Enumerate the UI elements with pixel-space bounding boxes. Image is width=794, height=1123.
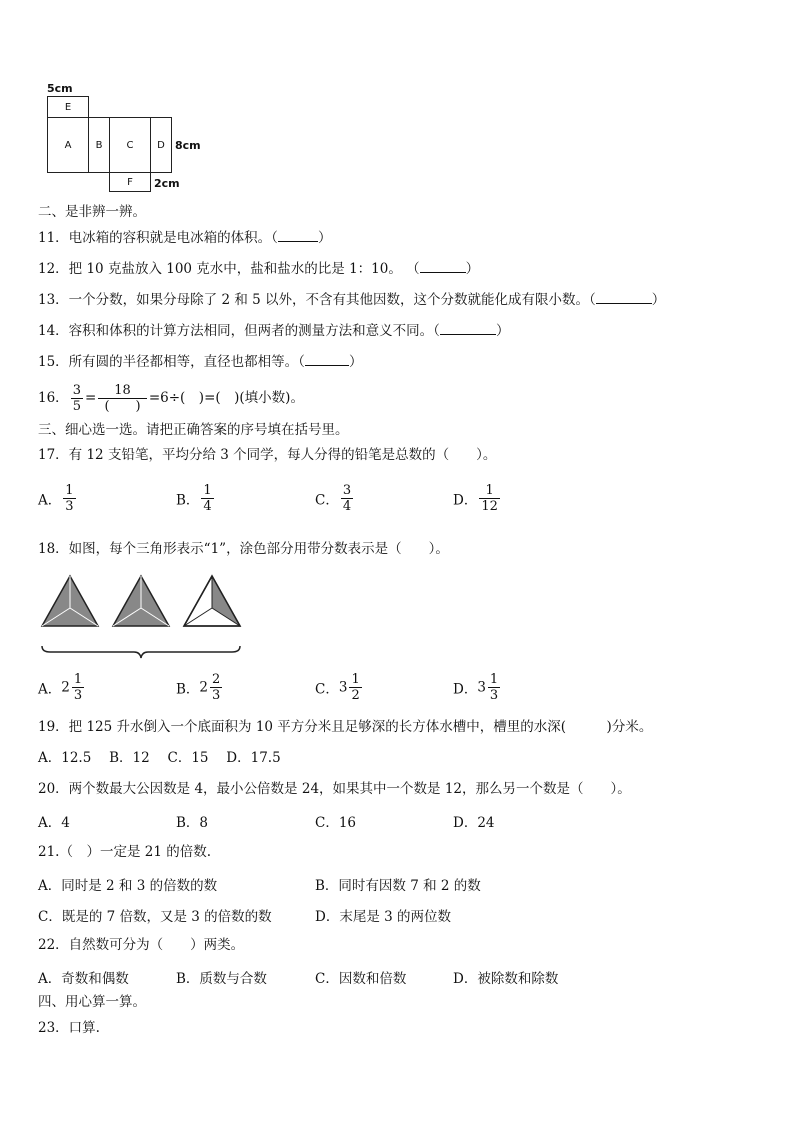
q22-option-a[interactable]: A．奇数和偶数: [38, 971, 129, 987]
face-d: D: [150, 117, 172, 173]
q21-option-c[interactable]: C．既是的 7 倍数，又是 3 的倍数的数: [38, 909, 272, 925]
dim-label-top: 5cm: [47, 82, 73, 95]
face-f: F: [109, 172, 151, 192]
question-20: 20．两个数最大公因数是 4，最小公倍数是 24，如果其中一个数是 12，那么另一个数是（ ）。: [38, 781, 631, 797]
answer-blank[interactable]: [596, 291, 652, 304]
question-19: 19．把 125 升水倒入一个底面积为 10 平方分米且足够深的长方体水槽中，槽里的水深( )分米。: [38, 719, 653, 735]
question-11: 11．电冰箱的容积就是电冰箱的体积。（ ）: [38, 230, 332, 246]
q21-option-a[interactable]: A．同时是 2 和 3 的倍数的数: [38, 878, 218, 894]
question-23: 23．口算.: [38, 1020, 100, 1036]
section-heading-3: 三、细心选一选。请把正确答案的序号填在括号里。: [38, 422, 349, 438]
q20-option-d[interactable]: D．24: [453, 815, 495, 831]
face-b: B: [88, 117, 110, 173]
q19-options[interactable]: A．12.5 B．12 C．15 D．17.5: [38, 750, 281, 766]
triangle-1-full: [42, 576, 98, 626]
brace: [42, 646, 240, 658]
cuboid-net-figure: [44, 82, 214, 192]
question-16: 16． $\frac{3}{5}$ = $\frac{18}{( )}$ =6÷( )=( )(填小数)。: [38, 383, 304, 414]
q20-option-c[interactable]: C．16: [315, 815, 357, 831]
answer-blank[interactable]: [278, 229, 318, 242]
q18-option-d[interactable]: D．3 $\frac{1}{3}$: [453, 672, 499, 703]
face-a: A: [47, 117, 89, 173]
q18-option-b[interactable]: B．2 $\frac{2}{3}$: [176, 672, 221, 703]
q17-option-a[interactable]: A． $\frac{1}{3}$: [38, 483, 74, 514]
q18-option-a[interactable]: A．2 $\frac{1}{3}$: [38, 672, 83, 703]
section-heading-2: 二、是非辨一辨。: [38, 204, 146, 220]
q20-option-b[interactable]: B．8: [176, 815, 209, 831]
question-21: 21.（ ）一定是 21 的倍数.: [38, 844, 212, 860]
answer-blank[interactable]: [420, 260, 466, 273]
fraction-18-blank: $\frac{18}{( )}$: [98, 383, 147, 414]
triangle-3-partial: [184, 576, 240, 626]
dim-label-bottom: 2cm: [154, 177, 180, 190]
q17-option-d[interactable]: D． $\frac{1}{12}$: [453, 483, 498, 514]
section-heading-4: 四、用心算一算。: [38, 994, 146, 1010]
fraction-3-5: $\frac{3}{5}$: [72, 383, 81, 414]
question-17: 17．有 12 支铅笔，平均分给 3 个同学，每人分得的铅笔是总数的（ ）。: [38, 447, 497, 463]
answer-blank[interactable]: [440, 322, 496, 335]
answer-blank[interactable]: [305, 353, 349, 366]
q22-option-c[interactable]: C．因数和倍数: [315, 971, 407, 987]
q17-option-b[interactable]: B． $\frac{1}{4}$: [176, 483, 212, 514]
face-e: E: [47, 96, 89, 118]
q21-option-b[interactable]: B．同时有因数 7 和 2 的数: [315, 878, 481, 894]
dim-label-right: 8cm: [175, 139, 201, 152]
question-18: 18．如图，每个三角形表示“1”，涂色部分用带分数表示是（ ）。: [38, 541, 449, 557]
question-12: 12．把 10 克盐放入 100 克水中，盐和盐水的比是 1：10。 （ ）: [38, 261, 480, 277]
face-c: C: [109, 117, 151, 173]
question-22: 22．自然数可分为（ ）两类。: [38, 937, 245, 953]
q18-option-c[interactable]: C．3 $\frac{1}{2}$: [315, 672, 360, 703]
q21-option-d[interactable]: D．末尾是 3 的两位数: [315, 909, 451, 925]
q17-option-c[interactable]: C． $\frac{3}{4}$: [315, 483, 352, 514]
q22-option-d[interactable]: D．被除数和除数: [453, 971, 559, 987]
question-15: 15．所有圆的半径都相等，直径也都相等。（ ）: [38, 354, 363, 370]
question-14: 14．容积和体积的计算方法相同，但两者的测量方法和意义不同。（ ）: [38, 323, 510, 339]
triangle-2-full: [113, 576, 169, 626]
q22-option-b[interactable]: B．质数与合数: [176, 971, 267, 987]
q20-option-a[interactable]: A．4: [38, 815, 70, 831]
question-13: 13．一个分数，如果分母除了 2 和 5 以外，不含有其他因数，这个分数就能化成有限小数。（ ）: [38, 292, 666, 308]
triangles-figure: [38, 570, 248, 662]
